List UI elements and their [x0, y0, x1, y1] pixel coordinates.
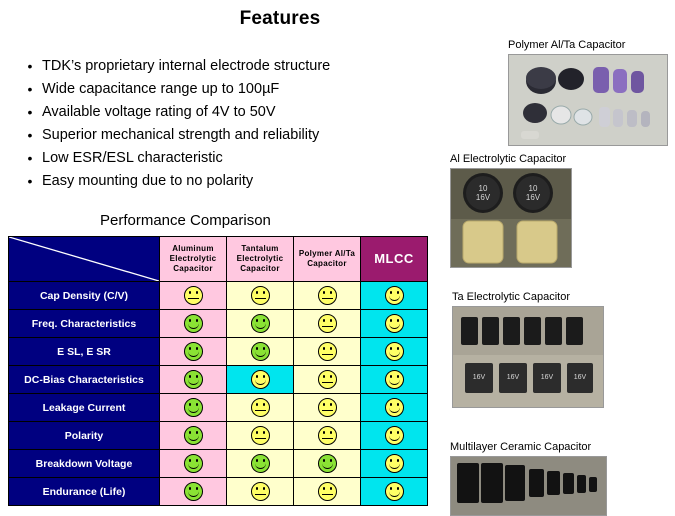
smiley-face-icon	[385, 370, 404, 389]
smiley-face-icon	[251, 314, 270, 333]
mlcc-image	[451, 457, 606, 515]
smiley-face-icon	[251, 454, 270, 473]
bullet-text: Available voltage rating of 4V to 50V	[42, 104, 276, 120]
photo-al-electrolytic-capacitor	[450, 168, 572, 268]
polymer-capacitor-image	[509, 55, 667, 145]
bullet-item	[18, 79, 448, 99]
bullet-text: TDK’s proprietary internal electrode structure	[42, 58, 331, 74]
rating-cell	[361, 366, 428, 394]
performance-comparison-table	[8, 236, 428, 506]
smiley-face-icon	[251, 342, 270, 361]
rating-cell	[361, 422, 428, 450]
table-row	[9, 366, 428, 394]
smiley-face-icon	[385, 286, 404, 305]
rating-cell	[361, 450, 428, 478]
rating-cell	[294, 450, 361, 478]
photo-caption-polymer: Polymer Al/Ta Capacitor	[508, 39, 626, 51]
bullet-item	[18, 125, 448, 145]
rating-cell	[294, 366, 361, 394]
table-row	[9, 450, 428, 478]
features-bullet-list	[18, 56, 448, 194]
neutral-face-icon	[318, 314, 337, 333]
rating-cell	[361, 338, 428, 366]
rating-cell	[361, 282, 428, 310]
neutral-face-icon	[184, 286, 203, 305]
rating-cell	[160, 310, 227, 338]
rating-cell	[227, 478, 294, 506]
svg-text:16V: 16V	[506, 374, 520, 381]
bullet-item	[18, 171, 448, 191]
table-row	[9, 422, 428, 450]
smiley-face-icon	[184, 426, 203, 445]
smiley-face-icon	[385, 398, 404, 417]
bullet-item	[18, 102, 448, 122]
smiley-face-icon	[184, 370, 203, 389]
diagonal-divider-icon	[9, 237, 159, 281]
photo-ta-electrolytic-capacitor	[452, 306, 604, 408]
neutral-face-icon	[318, 426, 337, 445]
rating-cell	[294, 422, 361, 450]
row-label: Endurance (Life)	[9, 478, 160, 506]
neutral-face-icon	[318, 286, 337, 305]
rating-cell	[160, 478, 227, 506]
photo-polymer-al-ta-capacitor	[508, 54, 668, 146]
row-label: Breakdown Voltage	[9, 450, 160, 478]
rating-cell	[227, 394, 294, 422]
smiley-face-icon	[385, 426, 404, 445]
table-row	[9, 282, 428, 310]
bullet-text: Wide capacitance range up to 100µF	[42, 81, 280, 97]
bullet-item	[18, 56, 448, 76]
smiley-face-icon	[385, 454, 404, 473]
rating-cell	[227, 282, 294, 310]
neutral-face-icon	[318, 370, 337, 389]
neutral-face-icon	[251, 482, 270, 501]
svg-text:16V: 16V	[475, 193, 491, 202]
column-header-mlcc: MLCC	[361, 237, 428, 282]
table-header-row	[9, 237, 428, 282]
rating-cell	[294, 338, 361, 366]
row-label: Freq. Characteristics	[9, 310, 160, 338]
rating-cell	[160, 422, 227, 450]
smiley-face-icon	[251, 370, 270, 389]
rating-cell	[294, 394, 361, 422]
row-label: DC-Bias Characteristics	[9, 366, 160, 394]
photo-block-ta-electrolytic	[452, 290, 604, 408]
row-label: Cap Density (C/V)	[9, 282, 160, 310]
neutral-face-icon	[251, 426, 270, 445]
rating-cell	[160, 338, 227, 366]
table-row	[9, 338, 428, 366]
smiley-face-icon	[385, 314, 404, 333]
svg-text:16V: 16V	[540, 374, 554, 381]
svg-text:16V: 16V	[573, 374, 587, 381]
bullet-text: Easy mounting due to no polarity	[42, 173, 254, 189]
photo-block-al-electrolytic	[450, 152, 572, 268]
column-header-aluminum: Aluminum Electrolytic Capacitor	[160, 237, 227, 282]
rating-cell	[227, 450, 294, 478]
photo-block-mlcc	[450, 440, 607, 516]
svg-text:10: 10	[478, 184, 488, 193]
table-header	[9, 237, 428, 282]
neutral-face-icon	[318, 342, 337, 361]
row-label: Leakage Current	[9, 394, 160, 422]
neutral-face-icon	[318, 482, 337, 501]
photo-caption-mlcc: Multilayer Ceramic Capacitor	[450, 441, 592, 453]
smiley-face-icon	[184, 482, 203, 501]
table-body	[9, 282, 428, 506]
rating-cell	[160, 282, 227, 310]
smiley-face-icon	[385, 342, 404, 361]
rating-cell	[227, 338, 294, 366]
bullet-marker-icon: •	[27, 58, 33, 74]
svg-text:16V: 16V	[525, 193, 541, 202]
neutral-face-icon	[251, 286, 270, 305]
rating-cell	[160, 394, 227, 422]
photo-multilayer-ceramic-capacitor	[450, 456, 607, 516]
rating-cell	[227, 310, 294, 338]
svg-text:10: 10	[528, 184, 538, 193]
column-header-polymer: Polymer Al/Ta Capacitor	[294, 237, 361, 282]
rating-cell	[361, 394, 428, 422]
bullet-item	[18, 148, 448, 168]
rating-cell	[294, 282, 361, 310]
bullet-marker-icon: •	[27, 127, 33, 143]
smiley-face-icon	[184, 454, 203, 473]
table-row	[9, 478, 428, 506]
row-label: Polarity	[9, 422, 160, 450]
rating-cell	[361, 310, 428, 338]
bullet-marker-icon: •	[27, 104, 33, 120]
smiley-face-icon	[184, 314, 203, 333]
bullet-text: Low ESR/ESL characteristic	[42, 150, 223, 166]
smiley-face-icon	[184, 342, 203, 361]
bullet-text: Superior mechanical strength and reliability	[42, 127, 320, 143]
row-label: E SL, E SR	[9, 338, 160, 366]
neutral-face-icon	[318, 398, 337, 417]
smiley-face-icon	[184, 398, 203, 417]
ta-electrolytic-image	[453, 307, 603, 407]
rating-cell	[361, 478, 428, 506]
rating-cell	[227, 422, 294, 450]
rating-cell	[294, 310, 361, 338]
bullet-marker-icon: •	[27, 150, 33, 166]
neutral-face-icon	[251, 398, 270, 417]
photo-caption-al-electrolytic: Al Electrolytic Capacitor	[450, 153, 567, 165]
al-electrolytic-image	[451, 169, 571, 267]
photo-caption-ta-electrolytic: Ta Electrolytic Capacitor	[452, 291, 570, 303]
page-title: Features	[239, 8, 321, 29]
rating-cell	[160, 450, 227, 478]
table-row	[9, 394, 428, 422]
rating-cell	[160, 366, 227, 394]
table-row	[9, 310, 428, 338]
column-header-tantalum: Tantalum Electrolytic Capacitor	[227, 237, 294, 282]
rating-cell	[227, 366, 294, 394]
table-corner-cell	[9, 237, 160, 282]
smiley-face-icon	[385, 482, 404, 501]
photo-block-polymer	[508, 38, 668, 146]
bullet-marker-icon: •	[27, 173, 33, 189]
bullet-marker-icon: •	[27, 81, 33, 97]
rating-cell	[294, 478, 361, 506]
svg-text:16V: 16V	[472, 374, 486, 381]
smiley-face-icon	[318, 454, 337, 473]
performance-comparison-heading: Performance Comparison	[100, 212, 271, 229]
